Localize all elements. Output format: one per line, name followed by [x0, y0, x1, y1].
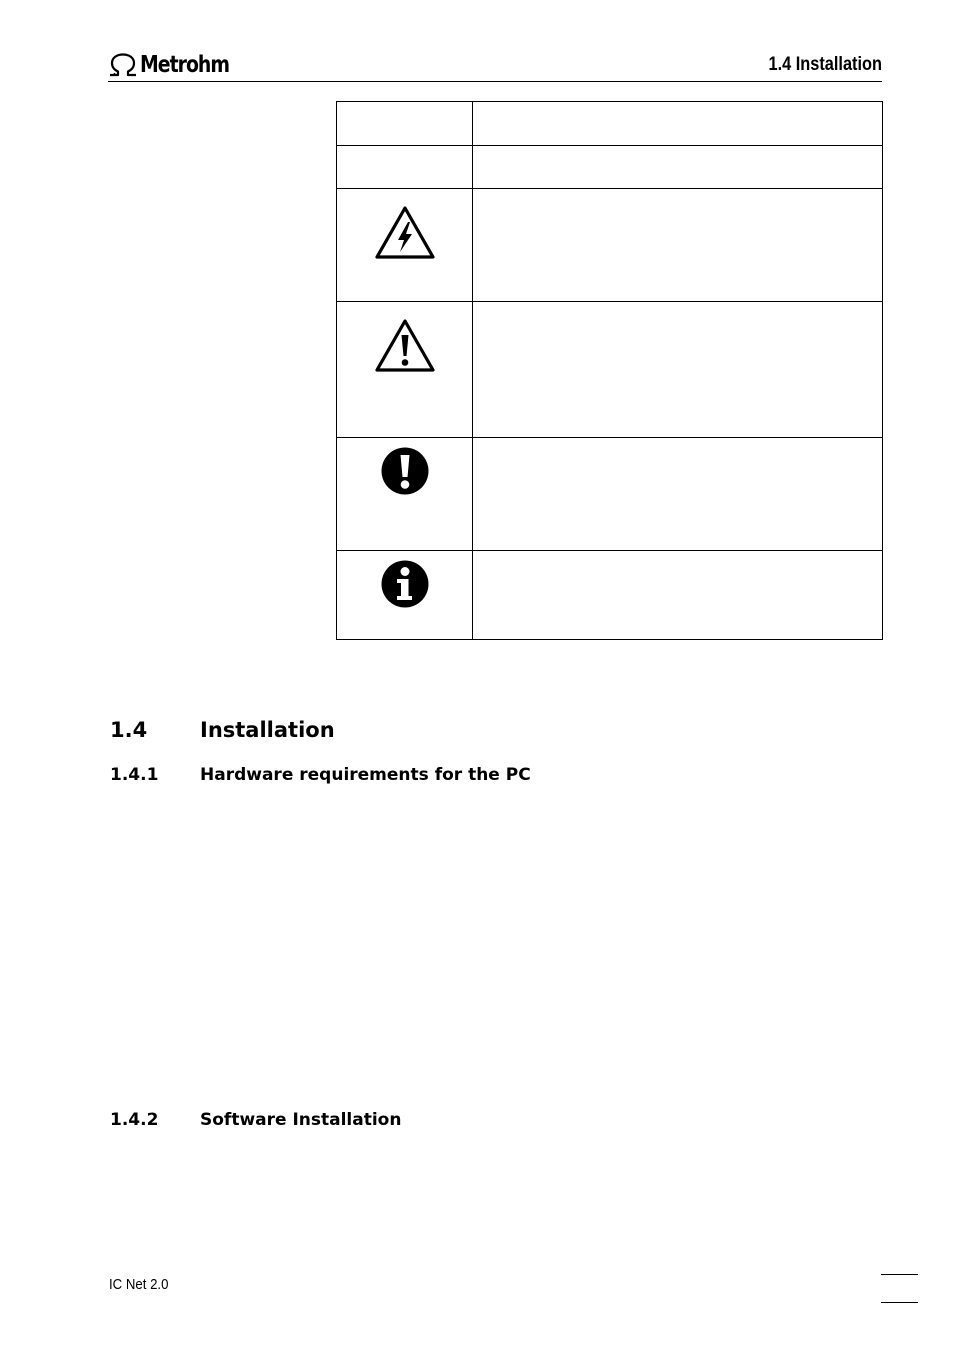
subsection-number: 1.4.1 — [110, 765, 159, 785]
footer-product-name: IC Net 2.0 — [109, 1276, 169, 1293]
table-row — [337, 102, 883, 146]
subsection-title: Software Installation — [200, 1110, 402, 1130]
subsection-title: Hardware requirements for the PC — [200, 765, 531, 785]
running-header-section: 1.4 Installation — [768, 54, 882, 75]
table-row — [337, 551, 883, 640]
section-heading — [110, 720, 335, 741]
description-cell — [473, 302, 883, 438]
header-rule — [108, 81, 882, 82]
metrohm-logo — [108, 50, 249, 80]
symbol-table — [336, 101, 883, 640]
description-cell — [473, 551, 883, 640]
information-icon — [380, 559, 430, 609]
description-cell — [473, 189, 883, 302]
table-row — [337, 438, 883, 551]
caution-exclamation-icon — [380, 446, 430, 496]
subsection-heading-hardware — [110, 767, 531, 784]
footer-rule-bottom — [881, 1302, 918, 1303]
symbol-cell — [337, 146, 473, 189]
symbol-cell — [337, 189, 473, 302]
section-title: Installation — [200, 718, 335, 742]
general-warning-icon — [373, 316, 437, 374]
table-row — [337, 146, 883, 189]
subsection-number: 1.4.2 — [110, 1110, 159, 1130]
omega-icon — [108, 52, 138, 78]
table-row — [337, 189, 883, 302]
brand-name: Metrohm — [140, 51, 230, 78]
description-cell — [473, 438, 883, 551]
footer-rule-top — [881, 1274, 918, 1275]
symbol-cell — [337, 551, 473, 640]
description-cell — [473, 146, 883, 189]
description-cell — [473, 102, 883, 146]
symbol-cell — [337, 438, 473, 551]
section-number: 1.4 — [110, 718, 148, 742]
subsection-heading-software — [110, 1112, 401, 1129]
symbol-cell — [337, 102, 473, 146]
symbol-cell — [337, 302, 473, 438]
electrical-hazard-warning-icon — [373, 203, 437, 261]
table-row — [337, 302, 883, 438]
